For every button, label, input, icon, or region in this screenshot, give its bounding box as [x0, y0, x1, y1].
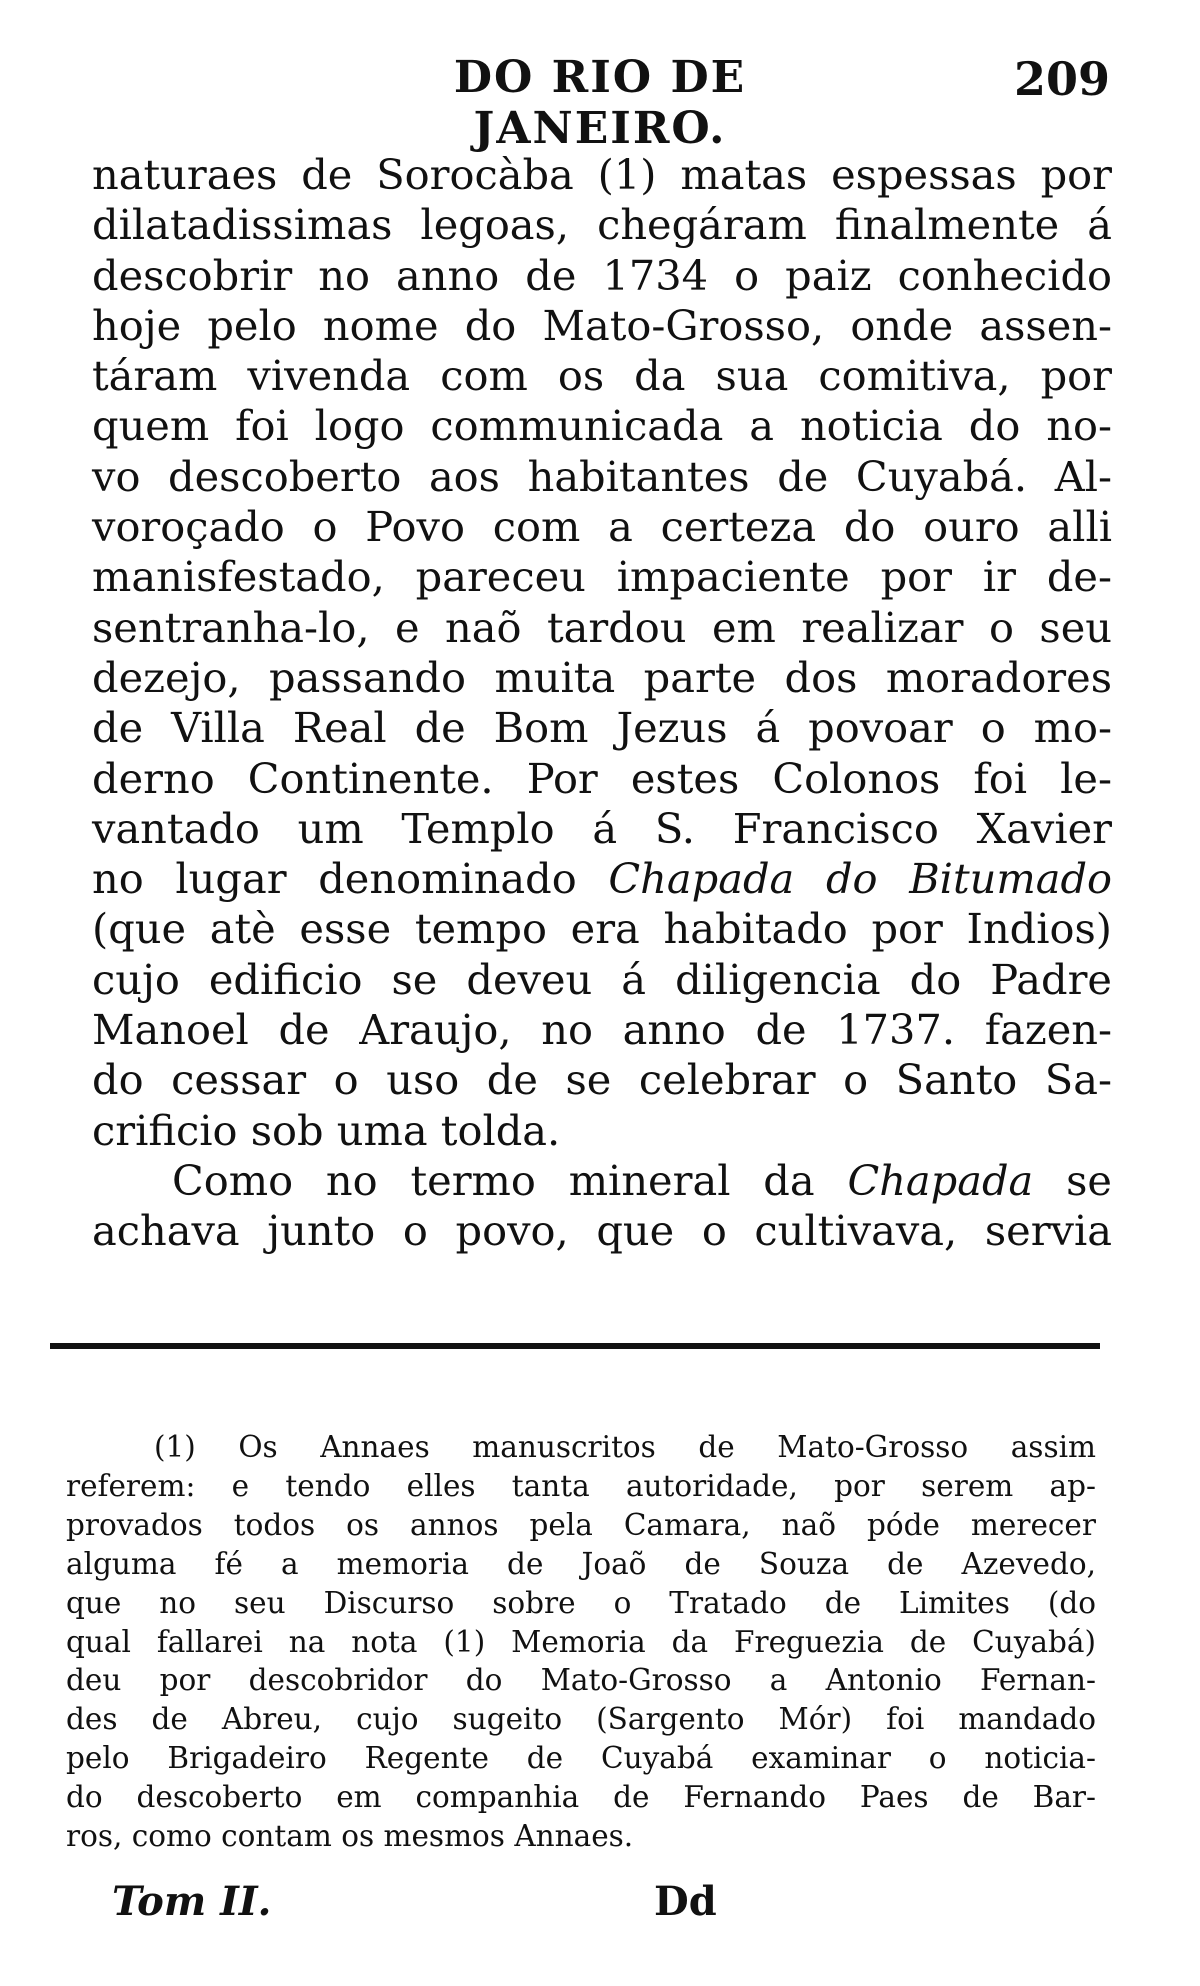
text-line: (que atè esse tempo era habitado por Indios) [92, 904, 1112, 954]
text-line: do cessar o uso de se celebrar o Santo Sa- [92, 1055, 1112, 1105]
text-line: de Villa Real de Bom Jezus á povoar o mo- [92, 703, 1112, 753]
text-line: achava junto o povo, que o cultivava, servia [92, 1206, 1112, 1256]
footnote-line: do descoberto em companhia de Fernando Paes de Bar- [66, 1780, 1096, 1815]
text-run: no lugar denominado [92, 854, 609, 904]
footnote-line: provados todos os annos pela Camara, naõ póde merecer [66, 1507, 1096, 1542]
text-line: sentranha-lo, e naõ tardou em realizar o seu [92, 602, 1112, 652]
text-run: Como no termo mineral da [172, 1155, 848, 1205]
footnote-line: pelo Brigadeiro Regente de Cuyabá examinar o noticia- [66, 1741, 1096, 1776]
footnote-line: referem: e tendo elles tanta autoridade, por serem ap- [66, 1468, 1096, 1503]
main-text [92, 150, 1112, 1257]
text-line: táram vivenda com os da sua comitiva, por [92, 351, 1112, 401]
page-number: 209 [1013, 52, 1110, 106]
text-line: hoje pelo nome do Mato-Grosso, onde assen- [92, 300, 1112, 350]
signature-mark: Dd [654, 1878, 717, 1925]
text-line: voroçado o Povo com a certeza do ouro alli [92, 502, 1112, 552]
running-title: DO RIO DE JANEIRO. [453, 52, 747, 154]
text-line: vantado um Templo á S. Francisco Xavier [92, 803, 1112, 853]
text-line: descobrir no anno de 1734 o paiz conhecido [92, 250, 1112, 300]
footnote-line: alguma fé a memoria de Joaõ de Souza de Azevedo, [66, 1546, 1096, 1581]
footnote-line: deu por descobridor do Mato-Grosso a Antonio Fernan- [66, 1663, 1096, 1698]
text-run: se [1033, 1155, 1112, 1205]
paragraph-start-line [92, 1156, 1112, 1206]
footnote-line: ros, como contam os mesmos Annaes. [66, 1819, 634, 1854]
footer-signature-line [112, 1878, 1112, 1938]
text-line: manisfestado, pareceu impaciente por ir de- [92, 552, 1112, 602]
footnote-line: que no seu Discurso sobre o Tratado de Limites (do [66, 1585, 1096, 1620]
volume-mark: Tom II. [112, 1878, 272, 1925]
footnote-line: qual fallarei na nota (1) Memoria da Freguezia de Cuyabá) [66, 1624, 1096, 1659]
footnote-separator-rule [50, 1343, 1100, 1349]
running-head [80, 52, 1120, 154]
text-line [92, 854, 1112, 904]
text-line: dilatadissimas legoas, chegáram finalmente á [92, 200, 1112, 250]
footnote [66, 1428, 1096, 1856]
text-line: derno Continente. Por estes Colonos foi le- [92, 753, 1112, 803]
text-line: cujo edificio se deveu á diligencia do Padre [92, 954, 1112, 1004]
text-line: vo descoberto aos habitantes de Cuyabá. Al- [92, 451, 1112, 501]
footnote-line: des de Abreu, cujo sugeito (Sargento Mór) foi mandado [66, 1702, 1096, 1737]
paragraph-end-line: crificio sob uma tolda. [92, 1105, 561, 1155]
text-line: quem foi logo communicada a noticia do no- [92, 401, 1112, 451]
place-name-italic: Chapada [847, 1155, 1034, 1205]
footnote-line: (1) Os Annaes manuscritos de Mato-Grosso assim [154, 1430, 1096, 1464]
text-line: Manoel de Araujo, no anno de 1737. fazen- [92, 1005, 1112, 1055]
place-name-italic: Chapada do Bitumado [608, 854, 1113, 904]
text-line: naturaes de Sorocàba (1) matas espessas por [92, 150, 1112, 199]
text-line: dezejo, passando muita parte dos moradores [92, 652, 1112, 702]
